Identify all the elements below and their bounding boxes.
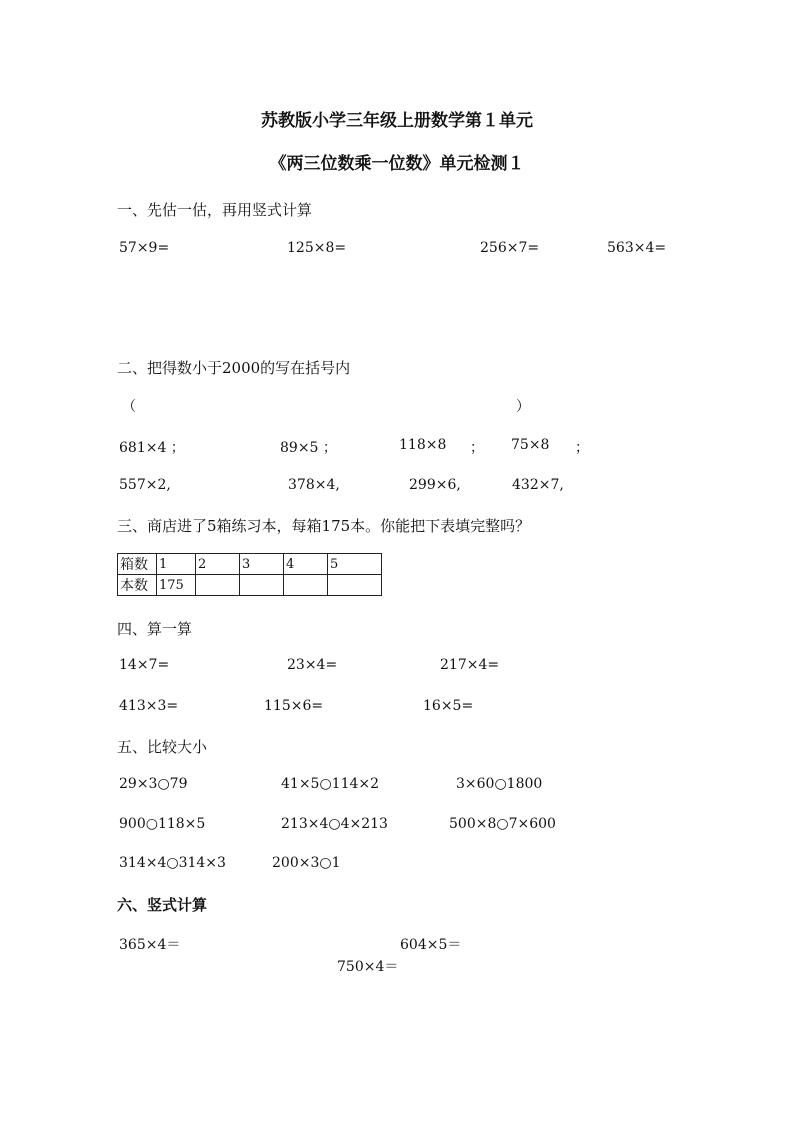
- table-cell: 4: [284, 554, 328, 575]
- s4-row2-item-1: 413×3=: [119, 698, 179, 714]
- s5-row1-item-2: 41×5○114×2: [281, 776, 380, 792]
- section-4-heading: 四、算一算: [117, 620, 193, 638]
- s5-row2-item-2: 213×4○4×213: [281, 816, 388, 832]
- table-cell: 5: [328, 554, 382, 575]
- s6-item-2: 604×5＝: [400, 937, 462, 953]
- s2-row1-sep: ；: [470, 440, 484, 456]
- s4-row2-item-2: 115×6=: [264, 698, 324, 714]
- answer-paren-close: ）: [516, 399, 530, 415]
- table-cell: [328, 575, 382, 596]
- section-2-heading: 二、把得数小于2000的写在括号内: [117, 359, 351, 377]
- s4-row1-item-3: 217×4=: [440, 657, 500, 673]
- s5-row2-item-3: 500×8○7×600: [449, 816, 556, 832]
- s5-row1-item-1: 29×3○79: [119, 776, 188, 792]
- title-line-1: 苏教版小学三年级上册数学第１单元: [261, 111, 533, 131]
- s4-row2-item-3: 16×5=: [423, 698, 474, 714]
- s2-row1-item-1: 681×4 ；: [119, 440, 185, 456]
- title-line-2: 《两三位数乘一位数》单元检测１: [269, 154, 525, 174]
- table-row-books: [118, 575, 382, 596]
- table-cell: [284, 575, 328, 596]
- table-row-boxes: [118, 554, 382, 575]
- section-6-heading: 六、竖式计算: [117, 896, 208, 914]
- s2-row1-sep-2: ；: [575, 440, 589, 456]
- s1-item-2: 125×8=: [287, 240, 347, 256]
- s2-row2-item-2: 378×4,: [288, 477, 340, 493]
- s2-row1-item-4: 75×8: [511, 437, 550, 453]
- section-1-heading: 一、先估一估，再用竖式计算: [117, 201, 313, 219]
- s1-item-1: 57×9=: [119, 240, 170, 256]
- s2-row2-item-4: 432×7,: [512, 477, 564, 493]
- s5-row2-item-1: 900○118×5: [119, 816, 206, 832]
- table-cell: 3: [240, 554, 284, 575]
- table-cell: 1: [157, 554, 196, 575]
- boxes-books-table: [117, 553, 382, 596]
- table-cell: [240, 575, 284, 596]
- s5-row1-item-3: 3×60○1800: [456, 776, 543, 792]
- s1-item-4: 563×4=: [607, 240, 667, 256]
- s6-item-3: 750×4＝: [337, 959, 399, 975]
- s2-row2-item-1: 557×2,: [119, 477, 171, 493]
- section-3-heading: 三、商店进了5箱练习本，每箱175本。你能把下表填完整吗？: [117, 517, 531, 535]
- s4-row1-item-1: 14×7=: [119, 657, 170, 673]
- table-cell: 2: [196, 554, 240, 575]
- s2-row1-item-3: 118×8: [399, 437, 447, 453]
- table-cell: 175: [157, 575, 196, 596]
- s2-row1-item-2: 89×5 ；: [280, 440, 337, 456]
- s1-item-3: 256×7=: [480, 240, 540, 256]
- s5-row3-item-1: 314×4○314×3: [119, 855, 226, 871]
- s5-row3-item-2: 200×3○1: [272, 855, 341, 871]
- table-cell: 箱数: [118, 554, 157, 575]
- s6-item-1: 365×4＝: [119, 937, 181, 953]
- table-cell: [196, 575, 240, 596]
- table-cell: 本数: [118, 575, 157, 596]
- section-5-heading: 五、比较大小: [117, 738, 208, 756]
- answer-paren-open: （: [122, 399, 136, 415]
- s2-row2-item-3: 299×6,: [409, 477, 461, 493]
- s4-row1-item-2: 23×4=: [287, 657, 338, 673]
